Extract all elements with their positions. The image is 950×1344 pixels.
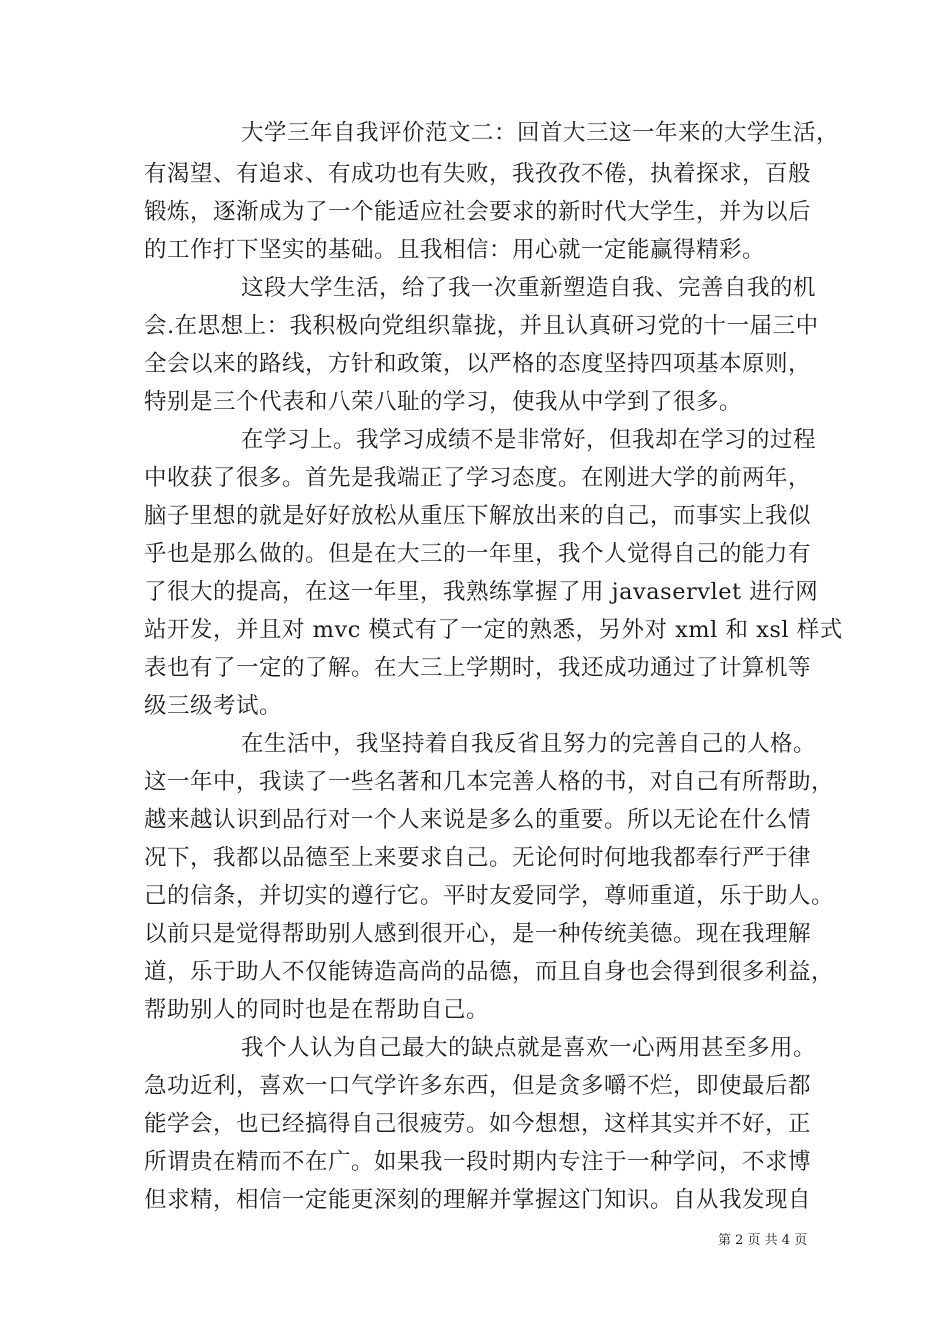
text-line: 特别是三个代表和八荣八耻的学习，使我从中学到了很多。 [144, 389, 743, 415]
text-line: 了很大的提高，在这一年里，我熟练掌握了用 javaservlet 进行网 [144, 579, 819, 605]
text-line: 会.在思想上：我积极向党组织靠拢，并且认真研习党的十一届三中 [144, 313, 819, 339]
text-line: 道，乐于助人不仅能铸造高尚的品德，而且自身也会得到很多利益， [144, 959, 835, 985]
text-line: 表也有了一定的了解。在大三上学期时，我还成功通过了计算机等 [144, 655, 812, 681]
text-line: 乎也是那么做的。但是在大三的一年里，我个人觉得自己的能力有 [144, 541, 812, 567]
text-line: 越来越认识到品行对一个人来说是多么的重要。所以无论在什么情 [144, 807, 812, 833]
text-line: 锻炼，逐渐成为了一个能适应社会要求的新时代大学生，并为以后 [144, 199, 812, 225]
text-line: 以前只是觉得帮助别人感到很开心，是一种传统美德。现在我理解 [144, 921, 812, 947]
text-line: 所谓贵在精而不在广。如果我一段时期内专注于一种学问，不求博 [144, 1149, 812, 1175]
text-line: 我个人认为自己最大的缺点就是喜欢一心两用甚至多用。 [241, 1035, 817, 1061]
text-line: 脑子里想的就是好好放松从重压下解放出来的自己，而事实上我似 [144, 503, 812, 529]
page-number-footer: 第 2 页 共 4 页 [718, 1233, 808, 1248]
text-line: 全会以来的路线，方针和政策，以严格的态度坚持四项基本原则， [144, 351, 812, 377]
text-line: 站开发，并且对 mvc 模式有了一定的熟悉，另外对 xml 和 xsl 样式 [144, 617, 843, 643]
text-line: 这一年中，我读了一些名著和几本完善人格的书，对自己有所帮助， [144, 769, 835, 795]
text-line: 能学会，也已经搞得自己很疲劳。如今想想，这样其实并不好，正 [144, 1111, 812, 1137]
text-line: 况下，我都以品德至上来要求自己。无论何时何地我都奉行严于律 [144, 845, 812, 871]
text-line: 大学三年自我评价范文二：回首大三这一年来的大学生活， [241, 120, 840, 146]
text-line: 在学习上。我学习成绩不是非常好，但我却在学习的过程 [241, 427, 817, 453]
text-line: 在生活中，我坚持着自我反省且努力的完善自己的人格。 [241, 731, 817, 757]
text-line: 的工作打下坚实的基础。且我相信：用心就一定能赢得精彩。 [144, 237, 766, 263]
text-line: 己的信条，并切实的遵行它。平时友爱同学，尊师重道，乐于助人。 [144, 883, 835, 909]
text-line: 有渴望、有追求、有成功也有失败，我孜孜不倦，执着探求，百般 [144, 161, 812, 187]
text-line: 这段大学生活，给了我一次重新塑造自我、完善自我的机 [241, 275, 817, 301]
text-line: 帮助别人的同时也是在帮助自己。 [144, 997, 490, 1023]
text-line: 中收获了很多。首先是我端正了学习态度。在刚进大学的前两年， [144, 465, 812, 491]
text-line: 级三级考试。 [144, 693, 283, 719]
text-line: 但求精，相信一定能更深刻的理解并掌握这门知识。自从我发现自 [144, 1187, 812, 1213]
text-line: 急功近利，喜欢一口气学许多东西，但是贪多嚼不烂，即使最后都 [144, 1073, 812, 1099]
